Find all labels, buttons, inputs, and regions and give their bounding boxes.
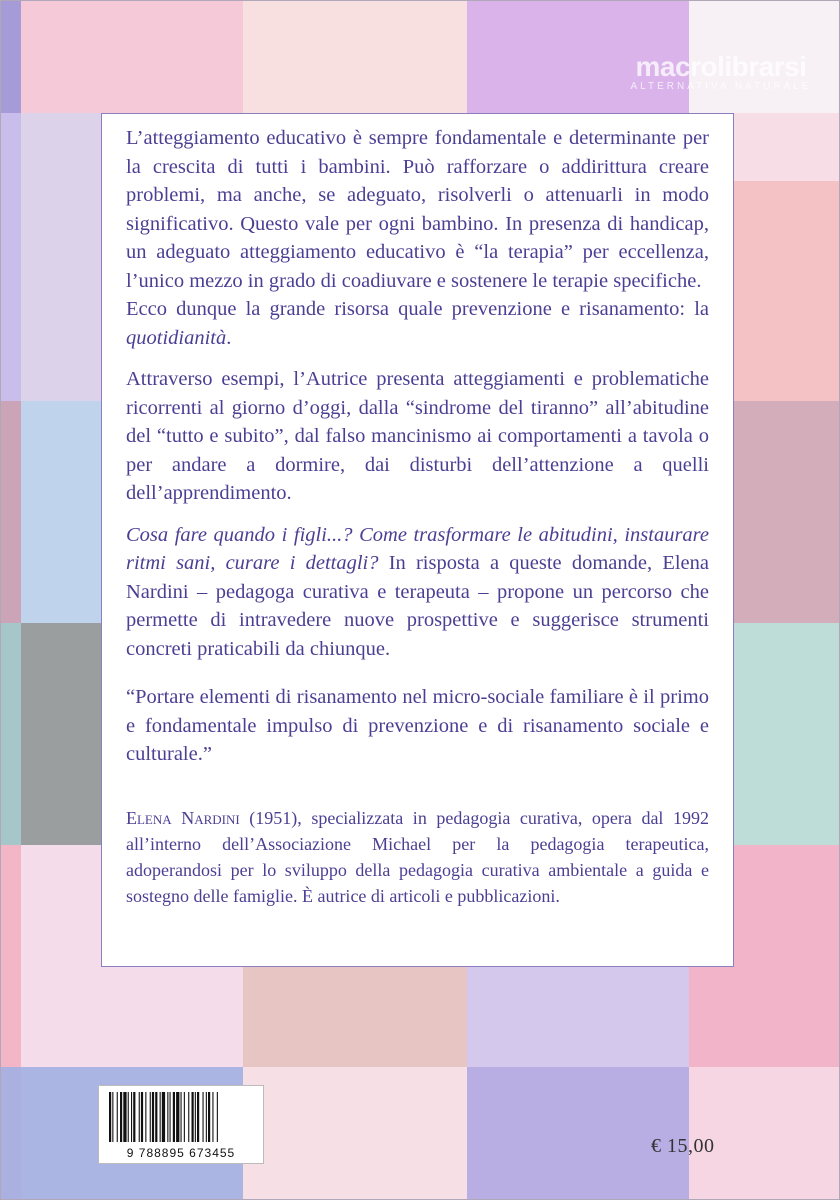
color-tile xyxy=(467,1067,689,1200)
barcode-bar xyxy=(141,1092,143,1142)
barcode-bar xyxy=(123,1092,126,1142)
barcode-bar xyxy=(173,1092,175,1142)
barcode-bar xyxy=(203,1092,204,1142)
blurb-paragraph-2-emphasis: quotidianità xyxy=(126,326,227,349)
price-label: € 15,00 xyxy=(651,1135,715,1157)
barcode-bar xyxy=(217,1092,218,1142)
barcode-bar xyxy=(167,1092,168,1142)
barcode-bar xyxy=(188,1092,189,1142)
barcode-bar xyxy=(145,1092,146,1142)
barcode-bar xyxy=(192,1092,194,1142)
color-tile xyxy=(21,623,101,845)
blurb-paragraph-4-text: In risposta a queste domande, Elena Nardini – pedagoga curativa e terapeuta – propone un percorso che permette di intravedere nuove prospettive e suggerisce strumenti concreti praticabili da chiunque. xyxy=(126,552,709,660)
barcode-bar xyxy=(155,1092,157,1142)
barcode-bar xyxy=(170,1092,171,1142)
barcode-bar xyxy=(212,1092,213,1142)
blurb-paragraph-2-end: . xyxy=(226,326,232,349)
blurb-paragraph-4-questions: Cosa fare quando i figli...? Come trasformare le abitudini, instaurare ritmi sani, curare i dettagli? xyxy=(126,523,709,574)
barcode-bar xyxy=(152,1092,154,1142)
barcode-bar xyxy=(109,1092,111,1142)
color-tile xyxy=(1,113,21,401)
barcode-bar xyxy=(128,1092,129,1142)
color-tile xyxy=(1,623,21,845)
author-bio-text: (1951), specializzata in pedagogia curativa, opera dal 1992 all’interno dell’Associazione Michael per la pedagogia terapeutica, adoperandosi per lo sviluppo della pedagogia curativa ambientale a guida e sostegno delle famiglie. È autrice di articoli e pubblicazioni. xyxy=(126,807,709,906)
blurb-paragraph-4 xyxy=(126,521,709,664)
isbn-number: 9 788895 673455 xyxy=(126,1146,236,1160)
isbn-barcode xyxy=(98,1085,264,1164)
blurb-paragraph-3: Attraverso esempi, l’Autrice presenta atteggiamenti e problematiche ricorrenti al giorno d’oggi, dalla “sindrome del tiranno” all’abitudine del “tutto e subito”, dal falso mancinismo ai comportamenti a tavola o per andare a dormire, dai disturbi dell’attenzione a quelli dell’apprendimento. xyxy=(126,368,709,504)
barcode-bar xyxy=(162,1092,165,1142)
barcode-bar xyxy=(112,1092,113,1142)
author-name: Elena Nardini xyxy=(126,807,240,828)
barcode-bar xyxy=(139,1092,140,1142)
barcode-bar xyxy=(206,1092,207,1142)
color-tile xyxy=(1,1067,21,1200)
author-bio xyxy=(126,805,709,909)
blurb-paragraph-1: L’atteggiamento educativo è sempre fondamentale e determinante per la crescita di tutti i bambini. Può rafforzare o addirittura creare problemi, ma anche, se adeguato, risolverli o attenuarli in modo significativo. Questo vale per ogni bambino. In presenza di handicap, un adeguato atteggiamento educativo è “la terapia” per eccellenza, l’unico mezzo in grado di coadiuvare e sostenere le terapie specifiche. xyxy=(126,127,709,292)
color-tile xyxy=(243,1,467,113)
barcode-bar xyxy=(184,1092,185,1142)
color-tile xyxy=(689,1067,840,1200)
barcode-bar xyxy=(133,1092,135,1142)
barcode-bar xyxy=(131,1092,132,1142)
barcode-bar xyxy=(181,1092,182,1142)
blurb-quote: “Portare elementi di risanamento nel micro-sociale familiare è il primo e fondamentale impulso di prevenzione e di risanamento sociale e culturale.” xyxy=(126,686,709,765)
barcode-bar xyxy=(117,1092,118,1142)
color-tile xyxy=(243,1067,467,1200)
barcode-bar xyxy=(120,1092,122,1142)
watermark-logo xyxy=(621,53,821,93)
color-tile xyxy=(1,401,21,623)
barcode-bar xyxy=(195,1092,196,1142)
barcode-bar xyxy=(208,1092,210,1142)
barcode-bar xyxy=(160,1092,161,1142)
blurb-paragraph-2 xyxy=(126,295,709,352)
watermark-brand: macrolibrarsi xyxy=(635,51,807,82)
color-tile xyxy=(21,1,243,113)
color-tile xyxy=(1,1,21,113)
blurb-panel xyxy=(101,113,734,967)
barcode-bar xyxy=(197,1092,199,1142)
blurb-paragraph-2-text: Ecco dunque la grande risorsa quale prevenzione e risanamento: la xyxy=(126,298,709,320)
barcode-bar xyxy=(176,1092,179,1142)
barcode-bars xyxy=(107,1092,255,1142)
barcode-bar xyxy=(150,1092,151,1142)
color-tile xyxy=(1,845,21,1067)
watermark-tagline: ALTERNATIVA NATURALE xyxy=(630,81,812,92)
